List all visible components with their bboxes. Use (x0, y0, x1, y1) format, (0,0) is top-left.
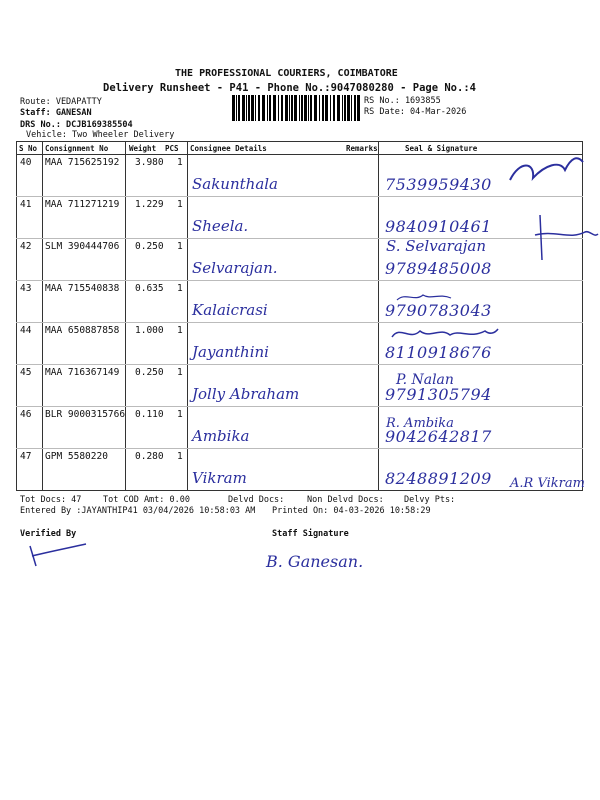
row-weight: 0.250 (135, 367, 164, 378)
row-phone: 8110918676 (385, 343, 492, 362)
verified-by-mark (28, 542, 88, 570)
row-consignee-name: Kalaicrasi (192, 301, 268, 319)
row-consignment-no: SLM 390444706 (45, 241, 120, 252)
col-header-consignee: Consignee Details (190, 144, 267, 153)
handwritten-signature: R. Ambika (386, 416, 454, 431)
row-consignment-no: MAA 715540838 (45, 283, 120, 294)
col-header-weight: Weight (129, 144, 157, 153)
vehicle-label: Vehicle: Two Wheeler Delivery (26, 130, 175, 140)
row-weight: 0.110 (135, 409, 164, 420)
drs-number: DRS No.: DCJB169385504 (20, 120, 133, 130)
row-consignee-name: Jayanthini (192, 343, 269, 361)
col-header-pcs: PCS (165, 144, 179, 153)
row-weight: 1.229 (135, 199, 164, 210)
row-sno: 43 (20, 283, 32, 294)
row-consignee-name: Sheela. (192, 217, 249, 235)
row-pcs: 1 (177, 283, 183, 294)
col-header-consignment: Consignment No (45, 144, 109, 153)
rs-date: RS Date: 04-Mar-2026 (364, 107, 467, 117)
row-consignee-name: Selvarajan. (192, 259, 278, 277)
row-weight: 3.980 (135, 157, 164, 168)
runsheet-subtitle: Delivery Runsheet - P41 - Phone No.:9047080280 - Page No.:4 (103, 82, 476, 94)
row-pcs: 1 (177, 157, 183, 168)
row-phone: 8248891209 (385, 469, 492, 488)
row-consignee-name: Sakunthala (192, 175, 279, 193)
row-phone: 9790783043 (385, 301, 492, 320)
staff-signature-label: Staff Signature (272, 529, 349, 539)
row-consignee-name: Ambika (192, 427, 250, 445)
entered-by: Entered By :JAYANTHIP41 03/04/2026 10:58:03 AM (20, 506, 256, 516)
tot-cod-amt: Tot COD Amt: 0.00 (103, 495, 190, 505)
row-consignment-no: BLR 9000315766 (45, 409, 126, 420)
scribble-signature (390, 325, 500, 343)
row-sno: 44 (20, 325, 32, 336)
row-consignment-no: MAA 715625192 (45, 157, 120, 168)
row-consignment-no: MAA 650887858 (45, 325, 120, 336)
company-title: THE PROFESSIONAL COURIERS, COIMBATORE (175, 68, 398, 79)
col-header-sno: S No (19, 144, 38, 153)
row-weight: 0.635 (135, 283, 164, 294)
verified-by-label: Verified By (20, 529, 77, 539)
row-sno: 40 (20, 157, 32, 168)
scribble-signature (505, 150, 585, 190)
row-pcs: 1 (177, 451, 183, 462)
row-phone: 9789485008 (385, 259, 492, 278)
row-weight: 0.250 (135, 241, 164, 252)
route-label: Route: VEDAPATTY (20, 97, 102, 107)
row-phone: 7539959430 (385, 175, 492, 194)
row-phone: 9791305794 (385, 385, 492, 404)
row-pcs: 1 (177, 367, 183, 378)
tot-docs: Tot Docs: 47 (20, 495, 82, 505)
row-sno: 47 (20, 451, 32, 462)
row-consignment-no: MAA 716367149 (45, 367, 120, 378)
non-delvd-docs: Non Delvd Docs: (307, 495, 384, 505)
row-pcs: 1 (177, 241, 183, 252)
staff-signed-name: B. Ganesan. (266, 552, 364, 571)
handwritten-signature: S. Selvarajan (386, 237, 487, 255)
rs-number: RS No.: 1693855 (364, 96, 441, 106)
row-sno: 45 (20, 367, 32, 378)
handwritten-signature: A.R Vikram (510, 476, 585, 491)
row-consignment-no: MAA 711271219 (45, 199, 120, 210)
row-consignee-name: Vikram (192, 469, 247, 487)
printed-on: Printed On: 04-03-2026 10:58:29 (272, 506, 431, 516)
row-sno: 42 (20, 241, 32, 252)
row-phone: 9840910461 (385, 217, 492, 236)
barcode (232, 95, 360, 121)
row-weight: 0.280 (135, 451, 164, 462)
row-phone: 9042642817 (385, 427, 492, 446)
staff-label: Staff: GANESAN (20, 108, 92, 118)
handwritten-signature: P. Nalan (396, 372, 454, 388)
delvy-pts: Delvy Pts: (404, 495, 456, 505)
scribble-signature (530, 210, 600, 270)
row-consignee-name: Jolly Abraham (192, 385, 300, 403)
scribble-signature (395, 290, 455, 304)
delvd-docs: Delvd Docs: (228, 495, 285, 505)
row-pcs: 1 (177, 325, 183, 336)
col-header-remarks: Remarks (346, 144, 378, 153)
row-pcs: 1 (177, 199, 183, 210)
row-consignment-no: GPM 5580220 (45, 451, 108, 462)
row-weight: 1.000 (135, 325, 164, 336)
row-sno: 46 (20, 409, 32, 420)
row-sno: 41 (20, 199, 32, 210)
row-pcs: 1 (177, 409, 183, 420)
col-header-seal: Seal & Signature (405, 144, 478, 153)
